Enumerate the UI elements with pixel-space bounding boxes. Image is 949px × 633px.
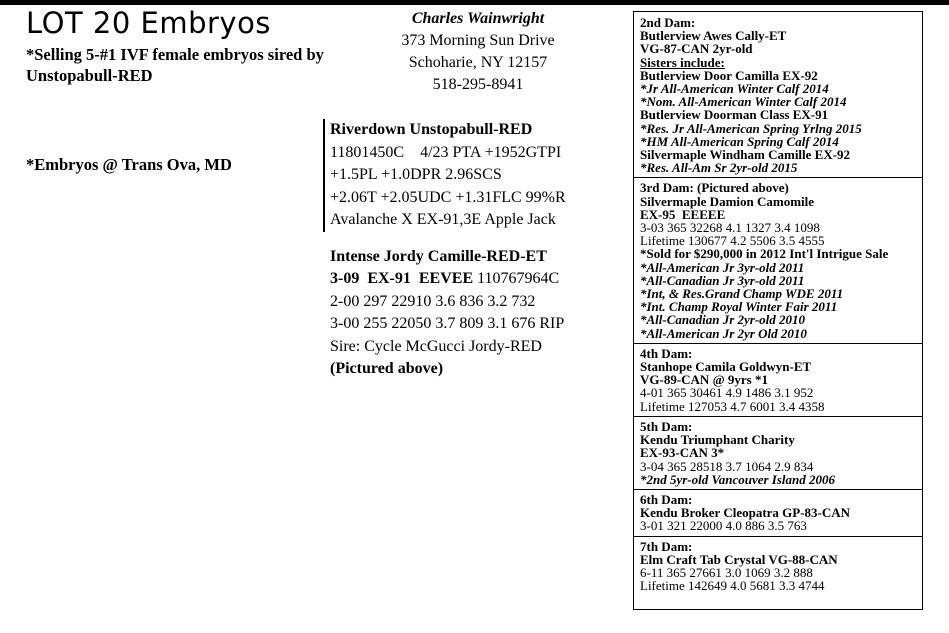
lot-description: *Selling 5-#1 IVF female embryos sired by Unstopabull-RED	[26, 45, 324, 85]
dam-sire: Sire: Cycle McGucci Jordy-RED	[330, 337, 542, 355]
second-dam-heading: 2nd Dam:	[640, 15, 696, 30]
fifth-dam-heading: 5th Dam:	[640, 418, 693, 434]
seller-phone: 518-295-8941	[432, 76, 524, 93]
fifth-dam-record: 3-04 365 28518 3.7 1064 2.9 834	[640, 458, 814, 474]
dam-name: Intense Jordy Camille-RED-ET	[330, 247, 547, 265]
dam-pictured-note: (Pictured above)	[330, 360, 444, 377]
second-dam-class: VG-87-CAN 2yr-old	[640, 41, 753, 57]
sire-line: +1.5PL +1.0DPR 2.96SCS	[330, 166, 502, 183]
fifth-dam-class: EX-93-CAN 3*	[640, 445, 725, 461]
fourth-dam-section	[634, 343, 922, 413]
seller-address-line1: 373 Morning Sun Drive	[401, 32, 555, 49]
pedigree-box	[633, 11, 923, 610]
seller-address-line2: Schoharie, NY 12157	[408, 54, 548, 71]
third-dam-award: *Int, & Res.Grand Champ WDE 2011	[640, 286, 844, 302]
top-rule	[0, 0, 949, 5]
third-dam-heading: 3rd Dam: (Pictured above)	[640, 180, 789, 196]
dam-class-line	[330, 268, 623, 291]
third-dam-award: *Int. Champ Royal Winter Fair 2011	[640, 299, 838, 315]
sister-name: Silvermaple Windham Camille EX-92	[640, 147, 851, 163]
second-dam-section	[634, 16, 922, 174]
seventh-dam-heading: 7th Dam:	[640, 538, 693, 554]
fifth-dam-section	[634, 416, 922, 486]
sire-line: +2.06T +2.05UDC +1.31FLC 99%R	[330, 188, 566, 206]
dam-registration: 110767964C	[477, 270, 560, 287]
fifth-dam-name: Kendu Triumphant Charity	[640, 432, 795, 448]
sire-block	[323, 119, 623, 232]
lot-title: LOT 20 Embryos	[26, 6, 271, 40]
fourth-dam-record: 4-01 365 30461 4.9 1486 3.1 952	[640, 385, 814, 401]
dam-record: 2-00 297 22910 3.6 836 3.2 732	[330, 292, 536, 310]
sire-name: Riverdown Unstopabull-RED	[330, 121, 533, 138]
seller-name: Charles Wainwright	[411, 10, 545, 27]
sire-line: 11801450C 4/23 PTA +1952GTPI	[330, 143, 562, 161]
third-dam-award: *All-Canadian Jr 3yr-old 2011	[640, 272, 805, 288]
sister-award: *Nom. All-American Winter Calf 2014	[640, 94, 847, 110]
sixth-dam-record: 3-01 321 22000 4.0 886 3.5 763	[640, 518, 807, 534]
sixth-dam-heading: 6th Dam:	[640, 491, 693, 507]
pedigree-main	[323, 119, 623, 381]
embryos-location: *Embryos @ Trans Ova, MD	[26, 155, 232, 174]
seventh-dam-record: 6-11 365 27661 3.0 1069 3.2 888	[640, 564, 813, 580]
sire-line: Avalanche X EX-91,3E Apple Jack	[330, 211, 556, 228]
fourth-dam-name: Stanhope Camila Goldwyn-ET	[640, 359, 812, 375]
sixth-dam-section	[634, 489, 922, 533]
dam-classification: 3-09 EX-91 EEVEE	[330, 270, 474, 287]
third-dam-record: Lifetime 130677 4.2 5506 3.5 4555	[640, 233, 825, 249]
fifth-dam-award: *2nd 5yr-old Vancouver Island 2006	[640, 471, 836, 487]
sister-award: *HM All-American Spring Calf 2014	[640, 133, 839, 149]
seventh-dam-record: Lifetime 142649 4.0 5681 3.3 4744	[640, 578, 825, 594]
third-dam-section	[634, 177, 922, 339]
sixth-dam-name: Kendu Broker Cleopatra GP-83-CAN	[640, 505, 851, 521]
fourth-dam-record: Lifetime 127053 4.7 6001 3.4 4358	[640, 398, 825, 414]
seventh-dam-section	[634, 536, 922, 593]
second-dam-name: Butlerview Awes Cally-ET	[640, 28, 787, 44]
sisters-heading: Sisters include:	[640, 54, 725, 70]
sister-award: *Res. Jr All-American Spring Yrlng 2015	[640, 120, 862, 136]
fourth-dam-heading: 4th Dam:	[640, 345, 693, 361]
third-dam-award: *All-American Jr 3yr-old 2011	[640, 259, 805, 275]
sister-name: Butlerview Door Camilla EX-92	[640, 67, 818, 83]
sister-award: *Res. All-Am Sr 2yr-old 2015	[640, 160, 798, 176]
fourth-dam-class: VG-89-CAN @ 9yrs *1	[640, 372, 768, 388]
dam-block	[323, 246, 623, 381]
sister-name: Butlerview Doorman Class EX-91	[640, 107, 829, 123]
third-dam-record: 3-03 365 32268 4.1 1327 3.4 1098	[640, 220, 820, 236]
third-dam-class: EX-95 EEEEE	[640, 206, 726, 222]
sister-award: *Jr All-American Winter Calf 2014	[640, 81, 829, 97]
dam-record: 3-00 255 22050 3.7 809 3.1 676 RIP	[330, 315, 565, 332]
third-dam-name: Silvermaple Damion Camomile	[640, 193, 815, 209]
third-dam-award: *All-Canadian Jr 2yr-old 2010	[640, 312, 806, 328]
third-dam-award: *All-American Jr 2yr Old 2010	[640, 325, 807, 341]
seventh-dam-name: Elm Craft Tab Crystal VG-88-CAN	[640, 551, 838, 567]
seller-info	[360, 8, 596, 96]
third-dam-award: *Sold for $290,000 in 2012 Int'l Intrigue Sale	[640, 246, 889, 262]
